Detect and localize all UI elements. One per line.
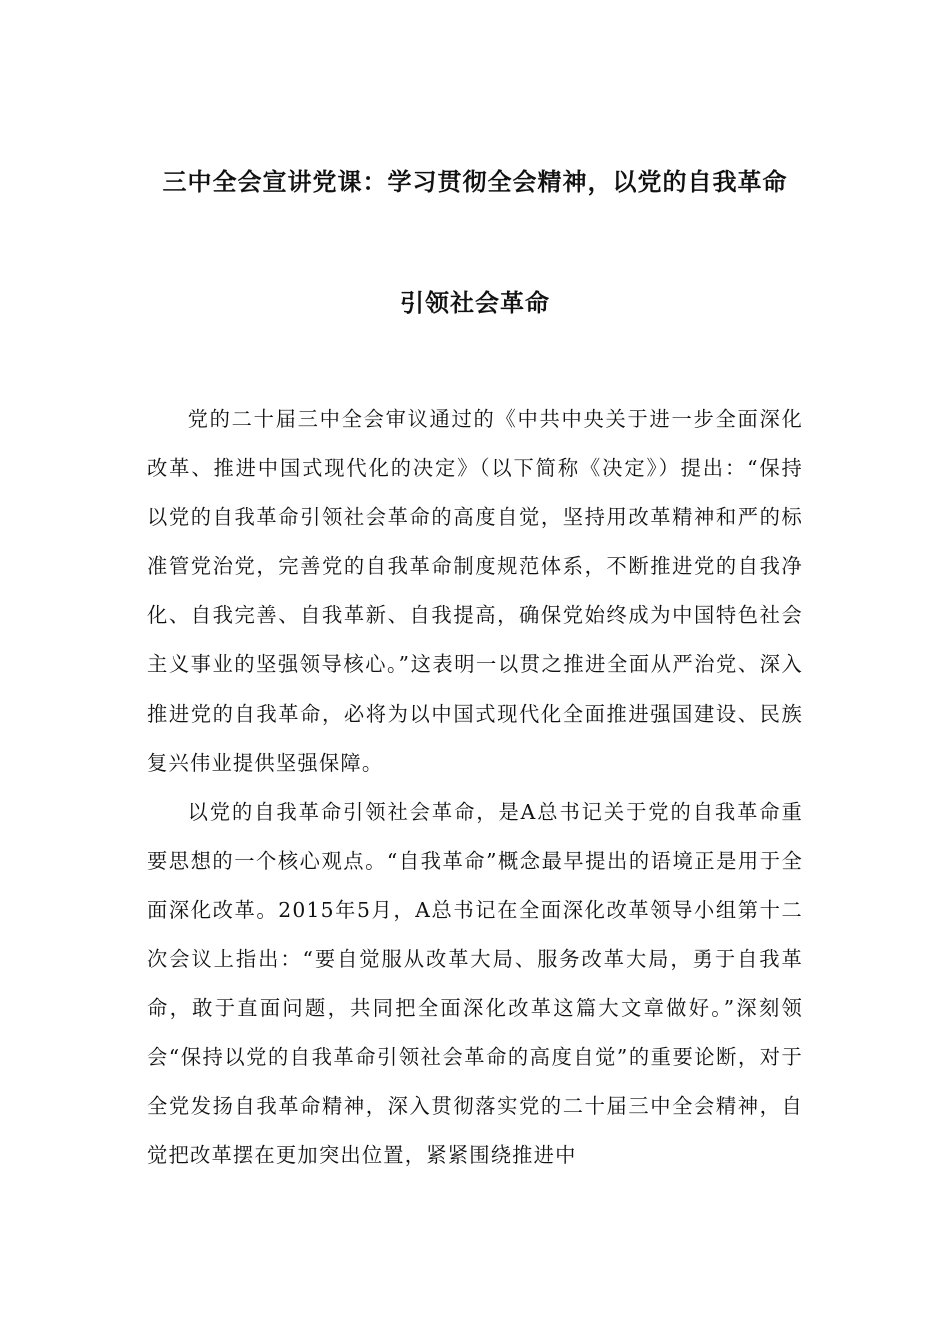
paragraph-1: 党的二十届三中全会审议通过的《中共中央关于进一步全面深化改革、推进中国式现代化的决定》（以下简称《决定》）提出：“保持以党的自我革命引领社会革命的高度自觉，坚持用改革精神和严的标准管党治党，完善党的自我革命制度规范体系，不断推进党的自我净化、自我完善、自我革新、自我提高，确保党始终成为中国特色社会主义事业的坚强领导核心。”这表明一以贯之推进全面从严治党、深入推进党的自我革命，必将为以中国式现代化全面推进强国建设、民族复兴伟业提供坚强保障。 — [147, 407, 803, 775]
paragraph-2: 以党的自我革命引领社会革命，是A总书记关于党的自我革命重要思想的一个核心观点。“自我革命”概念最早提出的语境正是用于全面深化改革。2015年5月，A总书记在全面深化改革领导小组第十二次会议上指出：“要自觉服从改革大局、服务改革大局，勇于自我革命，敢于直面问题，共同把全面深化改革这篇大文章做好。”深刻领会“保持以党的自我革命引领社会革命的高度自觉”的重要论断，对于全党发扬自我革命精神，深入贯彻落实党的二十届三中全会精神，自觉把改革摆在更加突出位置，紧紧围绕推进中 — [147, 799, 803, 1168]
document-body — [147, 395, 803, 1181]
document-title-line-2: 引领社会革命 — [400, 289, 550, 317]
document-title-line-1: 三中全会宣讲党课：学习贯彻全会精神，以党的自我革命 — [162, 168, 788, 196]
